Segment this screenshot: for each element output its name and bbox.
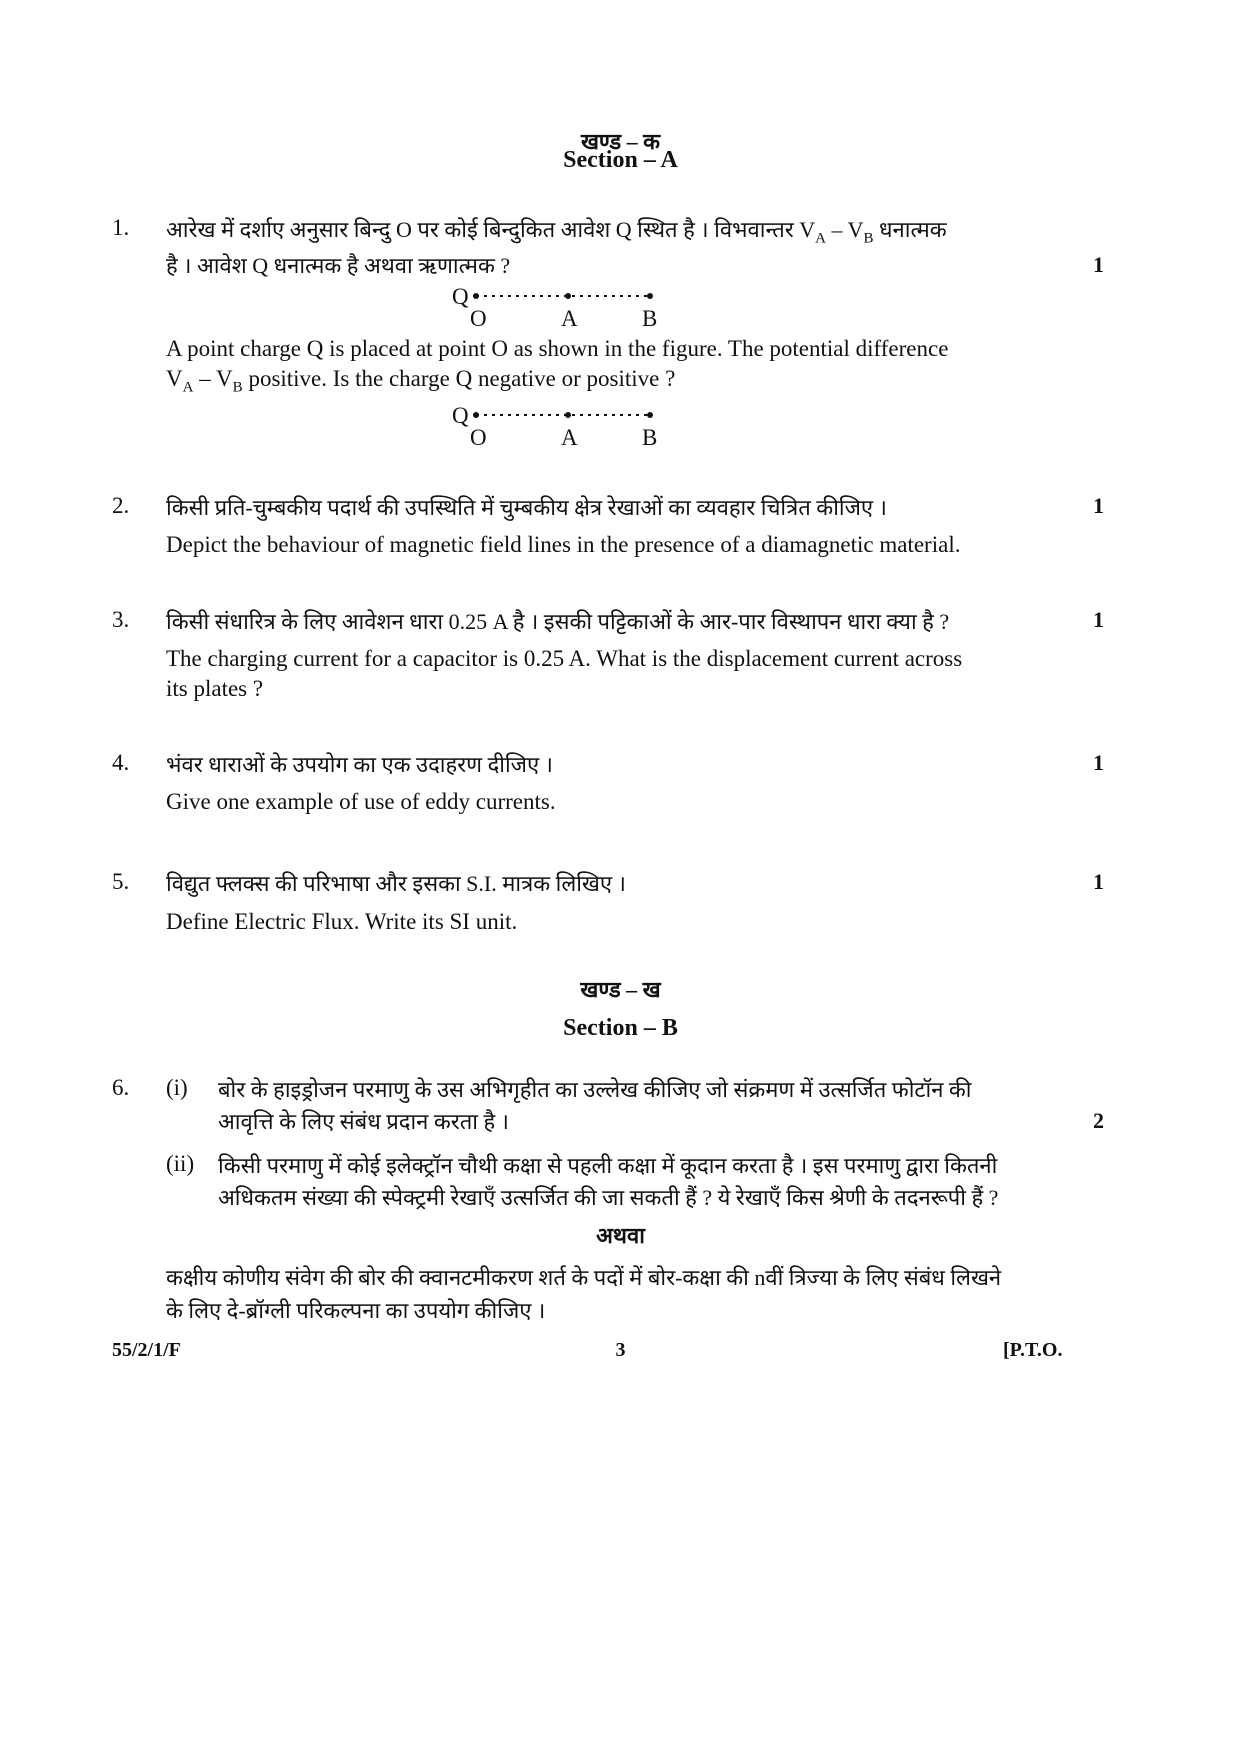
section-b-hindi-title: खण्ड – ख <box>580 977 661 1002</box>
q5-mark: 1 <box>1093 869 1104 894</box>
q6-or-line1: कक्षीय कोणीय संवेग की बोर की क्वानटमीकरण शर्त के पदों में बोर-कक्षा की nवीं त्रिज्या के लिए संबंध लिखने <box>166 1265 1002 1290</box>
q1-hindi-line1: आरेख में दर्शाए अनुसार बिन्दु O पर कोई बिन्दुकित आवेश Q स्थित है । विभवान्तर $V_A - V_B$ धनात्मक <box>166 217 947 247</box>
q3-english-line2: its plates ? <box>166 676 264 701</box>
q1-english-line1: A point charge Q is placed at point O as shown in the figure. The potential difference <box>166 336 949 361</box>
q3-english-line1: The charging current for a capacitor is 0.25 A. What is the displacement current across <box>166 646 963 671</box>
q1-number: 1. <box>112 215 130 240</box>
q6-or-line2: के लिए दे-ब्रॉग्ली परिकल्पना का उपयोग कीजिए । <box>166 1298 546 1323</box>
q2-english: Depict the behaviour of magnetic field lines in the presence of a diamagnetic material. <box>166 532 961 557</box>
charge-line-diagram <box>450 403 750 463</box>
q3-number: 3. <box>112 607 130 632</box>
q1-english-line2: $V_A - V_B$ positive. Is the charge Q negative or positive ? <box>166 366 676 396</box>
section-a-title: Section – A <box>563 147 678 173</box>
q5-english: Define Electric Flux. Write its SI unit. <box>166 909 518 934</box>
q2-number: 2. <box>112 493 130 518</box>
q4-mark: 1 <box>1093 750 1104 775</box>
point-a-label: A <box>561 306 578 331</box>
q3-hindi: किसी संधारित्र के लिए आवेशन धारा 0.25 A है । इसकी पट्टिकाओं के आर-पार विस्थापन धारा क्या है ? <box>166 609 950 634</box>
charge-q-label: Q <box>452 284 469 309</box>
q6-number: 6. <box>112 1075 130 1100</box>
point-o-dot <box>473 412 479 418</box>
q6-part-ii-line1: किसी परमाणु में कोई इलेक्ट्रॉन चौथी कक्षा से पहली कक्षा में कूदान करता है । इस परमाणु द्वारा कितनी <box>218 1153 998 1178</box>
q6-or-separator: अथवा <box>596 1223 645 1248</box>
q3-mark: 1 <box>1093 607 1104 632</box>
q6-part-i-line2: आवृत्ति के लिए संबंध प्रदान करता है । <box>218 1109 510 1134</box>
charge-q-label: Q <box>452 403 469 428</box>
q6-part-ii-line2: अधिकतम संख्या की स्पेक्ट्रमी रेखाएँ उत्सर्जित की जा सकती हैं ? ये रेखाएँ किस श्रेणी के तदनरूपी हैं ? <box>218 1185 999 1210</box>
q1-figure-hindi <box>450 284 750 344</box>
section-b-title: Section – B <box>563 1015 678 1041</box>
q6-part-ii-label: (ii) <box>166 1151 195 1176</box>
point-a-dot <box>565 293 571 299</box>
q5-hindi: विद्युत फ्लक्स की परिभाषा और इसका S.I. मात्रक लिखिए । <box>166 871 626 896</box>
q2-hindi: किसी प्रति-चुम्बकीय पदार्थ की उपस्थिति में चुम्बकीय क्षेत्र रेखाओं का व्यवहार चित्रित कीजिए । <box>166 495 887 520</box>
q6-mark: 2 <box>1093 1108 1104 1133</box>
q1-figure-english <box>450 403 750 463</box>
point-b-label: B <box>642 425 658 450</box>
point-o-dot <box>473 293 479 299</box>
q1-mark: 1 <box>1093 252 1104 277</box>
footer-paper-code: 55/2/1/F <box>112 1339 181 1361</box>
q4-english: Give one example of use of eddy currents. <box>166 789 556 814</box>
charge-line-diagram <box>450 284 750 344</box>
q6-part-i-label: (i) <box>166 1075 188 1100</box>
point-a-label: A <box>561 425 578 450</box>
point-a-dot <box>565 412 571 418</box>
footer-pto: [P.T.O. <box>1003 1339 1063 1361</box>
q5-number: 5. <box>112 869 130 894</box>
point-b-label: B <box>642 306 658 331</box>
q6-part-i-line1: बोर के हाइड्रोजन परमाणु के उस अभिगृहीत का उल्लेख कीजिए जो संक्रमण में उत्सर्जित फोटॉन की <box>218 1077 972 1102</box>
point-b-dot <box>647 412 653 418</box>
q1-hindi-line2: है । आवेश Q धनात्मक है अथवा ऋणात्मक ? <box>166 253 511 278</box>
point-o-label: O <box>470 306 487 331</box>
q4-number: 4. <box>112 750 130 775</box>
section-a-hindi-title: खण्ड – क <box>580 129 661 154</box>
footer-page-number: 3 <box>615 1339 626 1361</box>
q4-hindi: भंवर धाराओं के उपयोग का एक उदाहरण दीजिए । <box>166 752 553 777</box>
point-b-dot <box>647 293 653 299</box>
point-o-label: O <box>470 425 487 450</box>
q2-mark: 1 <box>1093 493 1104 518</box>
